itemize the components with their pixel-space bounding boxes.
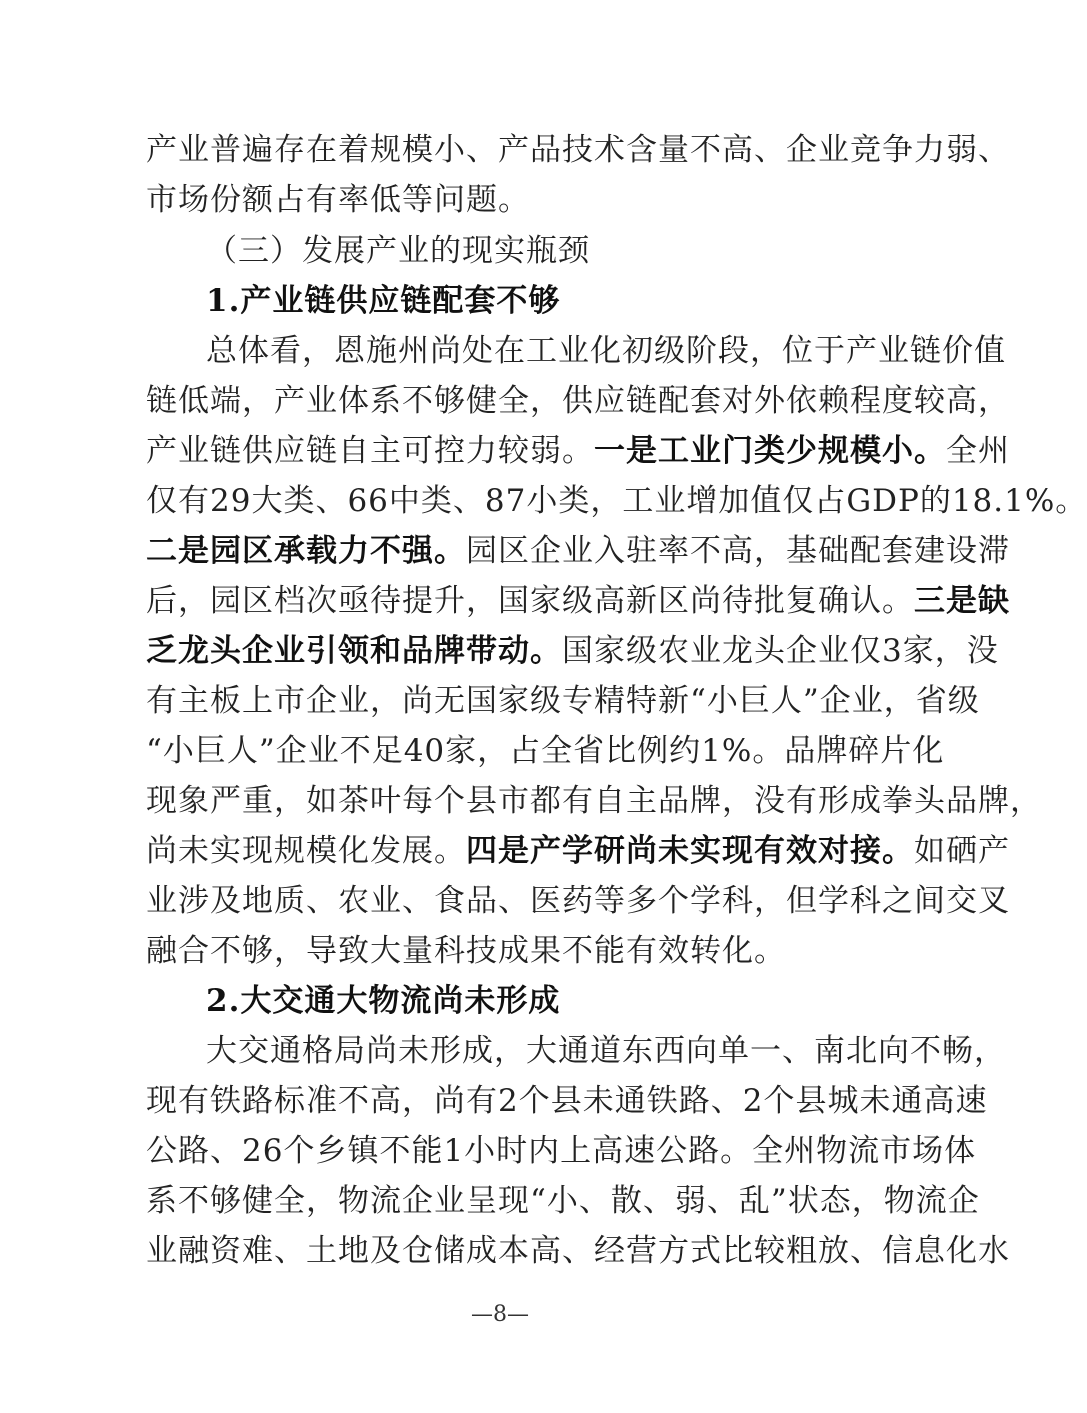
text-run: 后，园区档次亟待提升，国家级高新区尚待批复确认。 — [146, 583, 914, 619]
text-run: 产业链供应链自主可控力较弱。 — [146, 433, 594, 469]
bold-text: 2.大交通大物流尚未形成 — [206, 983, 561, 1019]
text-run: 业融资难、土地及仓储成本高、经营方式比较粗放、信息化水 — [146, 1233, 1010, 1269]
paragraph-line — [146, 631, 999, 671]
text-run: 融合不够，导致大量科技成果不能有效转化。 — [146, 933, 786, 969]
text-run: 如硒产 — [914, 833, 1010, 869]
paragraph-line — [206, 331, 1006, 371]
bold-text: 一是工业门类少规模小。 — [594, 433, 946, 469]
text-run: 产业普遍存在着规模小、产品技术含量不高、企业竞争力弱、 — [146, 132, 1010, 168]
page-number: —8— — [471, 1302, 529, 1327]
paragraph-line — [146, 1081, 988, 1121]
paragraph-line — [146, 381, 1010, 421]
paragraph-line — [146, 431, 1010, 471]
text-run: 国家级农业龙头企业仅3家，没 — [562, 633, 999, 669]
paragraph-line — [146, 931, 858, 971]
text-run: 仅有29大类、66中类、87小类，工业增加值仅占GDP的18.1%。 — [146, 483, 1087, 519]
paragraph-line — [146, 881, 1010, 921]
text-run: 系不够健全，物流企业呈现“小、散、弱、乱”状态，物流企 — [146, 1183, 980, 1219]
paragraph-line — [146, 731, 945, 771]
paragraph-line — [146, 130, 1010, 170]
text-run: 园区企业入驻率不高，基础配套建设滞 — [466, 533, 1010, 569]
subsection-heading — [206, 281, 858, 321]
text-run: （三）发展产业的现实瓶颈 — [206, 233, 590, 269]
paragraph-line — [146, 681, 980, 721]
paragraph-line — [146, 581, 1010, 621]
text-run: 现象严重，如茶叶每个县市都有自主品牌，没有形成拳头品牌， — [146, 783, 1042, 819]
text-run: “小巨人”企业不足40家，占全省比例约1%。品牌碎片化 — [146, 733, 945, 769]
text-run: 大交通格局尚未形成，大通道东西向单一、南北向不畅， — [206, 1033, 1006, 1069]
paragraph-line — [206, 1031, 1006, 1071]
paragraph-line — [146, 1131, 977, 1171]
bold-text: 1.产业链供应链配套不够 — [206, 283, 561, 319]
paragraph-line — [146, 831, 1010, 871]
bold-text: 三是缺 — [914, 583, 1010, 619]
bold-text: 四是产学研尚未实现有效对接。 — [466, 833, 914, 869]
text-run: 总体看，恩施州尚处在工业化初级阶段，位于产业链价值 — [206, 333, 1006, 369]
paragraph-line — [146, 1181, 980, 1221]
bold-text: 乏龙头企业引领和品牌带动。 — [146, 633, 562, 669]
bold-text: 二是园区承载力不强。 — [146, 533, 466, 569]
text-run: 全州 — [946, 433, 1010, 469]
text-run: 公路、26个乡镇不能1小时内上高速公路。全州物流市场体 — [146, 1133, 977, 1169]
subsection-heading — [206, 981, 858, 1021]
text-run: 市场份额占有率低等问题。 — [146, 182, 530, 218]
text-run: 现有铁路标准不高，尚有2个县未通铁路、2个县城未通高速 — [146, 1083, 988, 1119]
paragraph-line — [146, 481, 1087, 521]
text-run: 尚未实现规模化发展。 — [146, 833, 466, 869]
text-run: 有主板上市企业，尚无国家级专精特新“小巨人”企业，省级 — [146, 683, 980, 719]
paragraph-line — [146, 180, 858, 220]
text-run: 链低端，产业体系不够健全，供应链配套对外依赖程度较高， — [146, 383, 1010, 419]
section-heading — [206, 231, 858, 271]
text-run: 业涉及地质、农业、食品、医药等多个学科，但学科之间交叉 — [146, 883, 1010, 919]
paragraph-line — [146, 1231, 1010, 1271]
paragraph-line — [146, 531, 1010, 571]
paragraph-line — [146, 781, 1042, 821]
